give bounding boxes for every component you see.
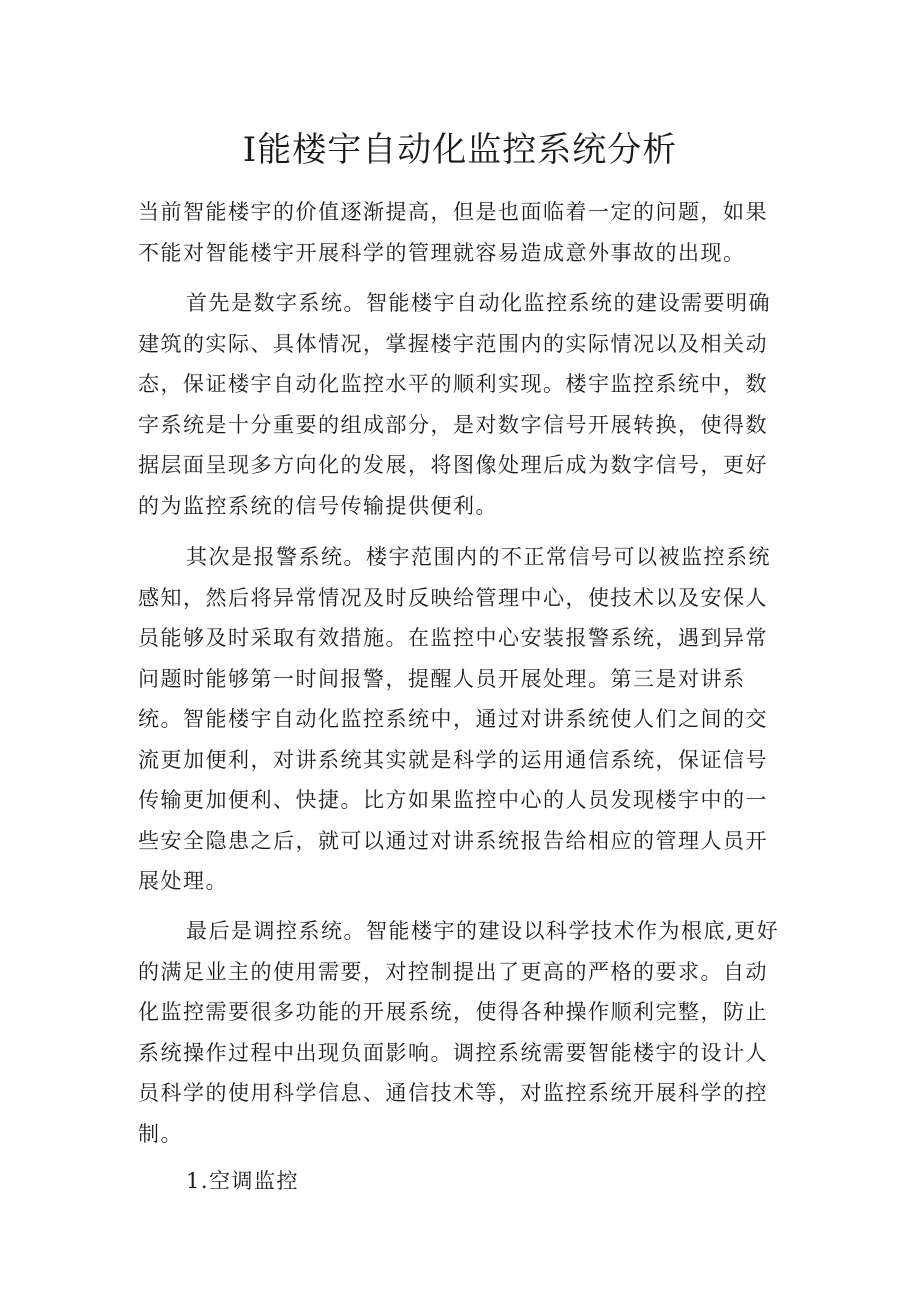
- paragraph-control-system: 最后是调控系统。智能楼宇的建设以科学技术作为根底,更好的满足业主的使用需要，对控制提出了更高的严格的要求。自动化监控需要很多功能的开展系统，使得各种操作顺利完整，防止系统操作过程中出现负面影响。调控系统需要智能楼宇的设计人员科学的使用科学信息、通信技术等，对监控系统开展科学的控制。: [138, 919, 780, 1146]
- document-title: I能楼宇自动化监控系统分析: [242, 130, 678, 170]
- section-heading-hvac-monitoring: 1.空调监控: [186, 1169, 300, 1193]
- paragraph-intro: 当前智能楼宇的价值逐渐提高，但是也面临着一定的问题，如果不能对智能楼宇开展科学的管理就容易造成意外事故的出现。: [138, 200, 768, 265]
- paragraph-alarm-system: 其次是报警系统。楼宇范围内的不正常信号可以被监控系统感知，然后将异常情况及时反映给管理中心，使技术以及安保人员能够及时采取有效措施。在监控中心安装报警系统，遇到异常问题时能够第一时间报警，提醒人员开展处理。第三是对讲系统。智能楼宇自动化监控系统中，通过对讲系统使人们之间的交流更加便利，对讲系统其实就是科学的运用通信系统，保证信号传输更加便利、快捷。比方如果监控中心的人员发现楼宇中的一些安全隐患之后，就可以通过对讲系统报告给相应的管理人员开展处理。: [138, 545, 771, 893]
- paragraph-digital-system: 首先是数字系统。智能楼宇自动化监控系统的建设需要明确建筑的实际、具体情况，掌握楼宇范围内的实际情况以及相关动态，保证楼宇自动化监控水平的顺利实现。楼宇监控系统中，数字系统是十分重要的组成部分，是对数字信号开展转换，使得数据层面呈现多方向化的发展，将图像处理后成为数字信号，更好的为监控系统的信号传输提供便利。: [138, 291, 771, 518]
